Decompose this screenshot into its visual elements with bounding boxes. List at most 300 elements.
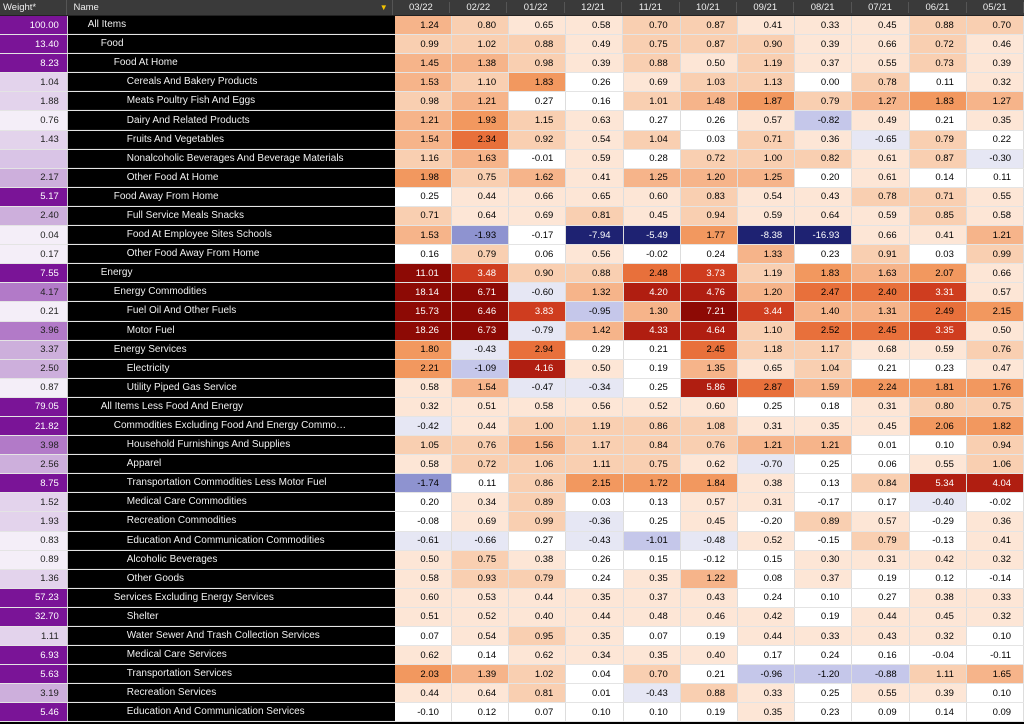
- month-header[interactable]: 11/21: [622, 2, 679, 13]
- value-cell: 0.93: [452, 570, 509, 588]
- value-cell: 0.65: [738, 360, 795, 378]
- value-cell: 0.51: [395, 608, 452, 626]
- value-cell: 0.11: [910, 73, 967, 91]
- table-body: [0, 16, 1024, 722]
- value-cell: 0.87: [681, 16, 738, 34]
- table-row[interactable]: [0, 379, 1024, 398]
- weight-cell: 2.17: [0, 169, 68, 187]
- value-cell: 0.58: [509, 398, 566, 416]
- category-name: Energy Commodities: [68, 283, 395, 301]
- value-cell: -0.13: [910, 532, 967, 550]
- weight-column-header[interactable]: Weight*: [0, 0, 67, 15]
- weight-cell: 0.21: [0, 302, 68, 320]
- value-cell: 0.40: [509, 608, 566, 626]
- value-cell: 0.90: [738, 35, 795, 53]
- value-cell: -0.82: [795, 111, 852, 129]
- value-cell: 3.35: [910, 322, 967, 340]
- value-cell: 1.21: [967, 226, 1024, 244]
- category-name: Recreation Commodities: [68, 512, 395, 530]
- value-cell: -0.43: [566, 532, 623, 550]
- value-cell: 0.55: [852, 684, 909, 702]
- category-name: Other Food At Home: [68, 169, 395, 187]
- value-cell: -0.40: [910, 493, 967, 511]
- value-cell: 1.38: [452, 54, 509, 72]
- category-name: Transportation Commodities Less Motor Fuel: [68, 474, 395, 492]
- value-cell: 0.88: [624, 54, 681, 72]
- value-cell: 0.39: [910, 684, 967, 702]
- value-cell: 1.84: [681, 474, 738, 492]
- value-cell: -0.04: [910, 646, 967, 664]
- table-row[interactable]: [0, 703, 1024, 722]
- value-cell: -1.74: [395, 474, 452, 492]
- value-cell: 0.34: [566, 646, 623, 664]
- table-row[interactable]: [0, 150, 1024, 169]
- weight-cell: 7.55: [0, 264, 68, 282]
- table-row[interactable]: [0, 73, 1024, 92]
- value-cell: 0.08: [738, 570, 795, 588]
- value-cell: -0.30: [967, 150, 1024, 168]
- value-cell: 0.24: [738, 589, 795, 607]
- value-cell: 0.18: [795, 398, 852, 416]
- table-row[interactable]: [0, 665, 1024, 684]
- value-cell: 1.81: [910, 379, 967, 397]
- value-cell: 0.26: [681, 111, 738, 129]
- value-cell: 0.99: [395, 35, 452, 53]
- value-cell: 4.33: [624, 322, 681, 340]
- value-cell: 0.37: [795, 54, 852, 72]
- table-row[interactable]: [0, 570, 1024, 589]
- value-cell: 0.03: [910, 245, 967, 263]
- value-cell: 1.11: [910, 665, 967, 683]
- table-row[interactable]: [0, 302, 1024, 321]
- table-row[interactable]: [0, 493, 1024, 512]
- value-cell: 0.57: [852, 512, 909, 530]
- table-row[interactable]: [0, 608, 1024, 627]
- table-row[interactable]: [0, 283, 1024, 302]
- table-row[interactable]: [0, 684, 1024, 703]
- category-name: Medical Care Commodities: [68, 493, 395, 511]
- value-cell: 1.19: [566, 417, 623, 435]
- value-cell: 0.35: [624, 646, 681, 664]
- table-row[interactable]: [0, 35, 1024, 54]
- value-cell: 0.31: [738, 417, 795, 435]
- value-cell: 0.35: [795, 417, 852, 435]
- category-name: Education And Communication Services: [68, 703, 395, 721]
- value-cell: 0.75: [967, 398, 1024, 416]
- value-cell: 0.23: [795, 245, 852, 263]
- value-cell: 0.07: [395, 627, 452, 645]
- weight-cell: 0.04: [0, 226, 68, 244]
- value-cell: 2.48: [623, 264, 680, 282]
- value-cell: 0.50: [681, 54, 738, 72]
- value-cell: 0.75: [624, 455, 681, 473]
- value-cell: 1.65: [967, 665, 1024, 683]
- value-cell: 0.81: [566, 207, 623, 225]
- value-cell: 0.59: [566, 150, 623, 168]
- value-cell: 1.98: [395, 169, 452, 187]
- value-cell: 0.19: [852, 570, 909, 588]
- value-cell: 1.63: [852, 264, 909, 282]
- value-cell: 0.55: [852, 54, 909, 72]
- value-cell: 0.36: [967, 512, 1024, 530]
- weight-cell: 21.82: [0, 417, 68, 435]
- weight-cell: 1.43: [0, 131, 68, 149]
- value-cell: 0.73: [910, 54, 967, 72]
- category-name: Medical Care Services: [68, 646, 395, 664]
- category-name: Food At Home: [68, 54, 395, 72]
- value-cell: 0.79: [852, 532, 909, 550]
- value-cell: -0.36: [566, 512, 623, 530]
- category-name: Household Furnishings And Supplies: [68, 436, 395, 454]
- value-cell: 0.80: [910, 398, 967, 416]
- month-headers: [393, 0, 1024, 15]
- value-cell: 0.72: [681, 150, 738, 168]
- value-cell: 0.00: [795, 73, 852, 91]
- value-cell: 0.37: [795, 570, 852, 588]
- value-cell: 0.59: [910, 341, 967, 359]
- value-cell: 6.46: [452, 302, 509, 320]
- table-row[interactable]: [0, 16, 1024, 35]
- month-header[interactable]: 01/22: [507, 2, 564, 13]
- value-cell: 7.21: [681, 302, 738, 320]
- category-name: Energy: [68, 264, 395, 282]
- value-cell: 0.42: [738, 608, 795, 626]
- value-cell: 0.44: [452, 417, 509, 435]
- filter-icon[interactable]: ▼: [379, 3, 388, 12]
- value-cell: 1.77: [681, 226, 738, 244]
- value-cell: 0.52: [623, 398, 680, 416]
- value-cell: 1.08: [681, 417, 738, 435]
- value-cell: 0.42: [910, 551, 967, 569]
- table-row[interactable]: [0, 512, 1024, 531]
- value-cell: 0.25: [624, 512, 681, 530]
- value-cell: 1.56: [509, 436, 566, 454]
- value-cell: 1.21: [738, 436, 795, 454]
- value-cell: 0.98: [509, 54, 566, 72]
- weight-cell: 2.56: [0, 455, 68, 473]
- weight-cell: 0.76: [0, 111, 68, 129]
- value-cell: -7.94: [566, 226, 623, 244]
- value-cell: 0.72: [910, 35, 967, 53]
- table-row[interactable]: [0, 207, 1024, 226]
- value-cell: 0.59: [852, 207, 909, 225]
- value-cell: 0.25: [624, 379, 681, 397]
- weight-cell: 8.75: [0, 474, 68, 492]
- value-cell: 1.63: [452, 150, 509, 168]
- value-cell: -0.02: [967, 493, 1024, 511]
- value-cell: 0.14: [910, 703, 967, 721]
- category-name: Food At Employee Sites Schools: [68, 226, 395, 244]
- value-cell: 1.05: [395, 436, 452, 454]
- value-cell: 0.66: [509, 188, 566, 206]
- table-row[interactable]: [0, 131, 1024, 150]
- value-cell: 1.02: [452, 35, 509, 53]
- value-cell: 0.70: [967, 16, 1024, 34]
- value-cell: 1.83: [795, 264, 852, 282]
- value-cell: 1.35: [681, 360, 738, 378]
- table-row[interactable]: [0, 188, 1024, 207]
- value-cell: 0.32: [395, 398, 452, 416]
- month-header[interactable]: 05/21: [967, 2, 1024, 13]
- value-cell: 0.35: [738, 703, 795, 721]
- value-cell: -0.95: [566, 302, 623, 320]
- value-cell: 0.09: [852, 703, 909, 721]
- value-cell: 1.83: [509, 73, 566, 91]
- table-row[interactable]: [0, 341, 1024, 360]
- month-header[interactable]: 12/21: [565, 2, 622, 13]
- value-cell: 0.76: [452, 436, 509, 454]
- value-cell: 1.39: [452, 665, 509, 683]
- value-cell: 0.03: [566, 493, 623, 511]
- value-cell: 0.65: [509, 16, 566, 34]
- value-cell: 0.07: [624, 627, 681, 645]
- month-header[interactable]: 10/21: [680, 2, 737, 13]
- name-column-header[interactable]: [67, 0, 392, 15]
- value-cell: 0.10: [967, 684, 1024, 702]
- value-cell: 0.71: [910, 188, 967, 206]
- table-row[interactable]: [0, 589, 1024, 608]
- value-cell: 4.64: [681, 322, 738, 340]
- value-cell: 0.45: [852, 16, 909, 34]
- table-row[interactable]: [0, 92, 1024, 111]
- table-row[interactable]: [0, 360, 1024, 379]
- value-cell: 0.39: [566, 54, 623, 72]
- value-cell: 0.27: [624, 111, 681, 129]
- month-header[interactable]: 02/22: [450, 2, 507, 13]
- value-cell: 0.38: [910, 589, 967, 607]
- month-header[interactable]: 07/21: [852, 2, 909, 13]
- value-cell: 1.83: [910, 92, 967, 110]
- value-cell: 2.21: [395, 360, 452, 378]
- value-cell: 0.32: [967, 608, 1024, 626]
- value-cell: -0.66: [452, 532, 509, 550]
- value-cell: 4.76: [681, 283, 738, 301]
- value-cell: 0.45: [910, 608, 967, 626]
- value-cell: 0.55: [967, 188, 1024, 206]
- value-cell: 0.92: [509, 131, 566, 149]
- value-cell: 5.86: [681, 379, 738, 397]
- value-cell: 0.75: [623, 35, 680, 53]
- value-cell: 0.19: [681, 703, 738, 721]
- value-cell: 3.73: [681, 264, 738, 282]
- value-cell: 0.06: [509, 245, 566, 263]
- value-cell: 0.35: [624, 570, 681, 588]
- value-cell: 1.03: [681, 73, 738, 91]
- value-cell: -16.93: [795, 226, 852, 244]
- table-row[interactable]: [0, 111, 1024, 130]
- category-name: All Items Less Food And Energy: [68, 398, 395, 416]
- value-cell: 0.66: [852, 226, 909, 244]
- value-cell: -0.14: [967, 570, 1024, 588]
- value-cell: 0.89: [795, 512, 852, 530]
- value-cell: 1.30: [624, 302, 681, 320]
- value-cell: 0.91: [852, 245, 909, 263]
- table-row[interactable]: [0, 474, 1024, 493]
- category-name: All Items: [68, 16, 395, 34]
- category-name: Shelter: [68, 608, 395, 626]
- value-cell: 0.27: [852, 589, 909, 607]
- table-row[interactable]: [0, 264, 1024, 283]
- value-cell: 0.07: [509, 703, 566, 721]
- value-cell: 0.84: [624, 436, 681, 454]
- category-name: Alcoholic Beverages: [68, 551, 395, 569]
- value-cell: -0.34: [566, 379, 623, 397]
- weight-cell: 0.83: [0, 532, 68, 550]
- value-cell: 0.25: [795, 455, 852, 473]
- table-row[interactable]: [0, 398, 1024, 417]
- value-cell: 0.41: [967, 532, 1024, 550]
- value-cell: -5.49: [624, 226, 681, 244]
- weight-cell: 0.87: [0, 379, 68, 397]
- month-header[interactable]: 03/22: [393, 2, 450, 13]
- value-cell: 0.65: [566, 188, 623, 206]
- month-header[interactable]: 06/21: [909, 2, 966, 13]
- value-cell: -0.20: [738, 512, 795, 530]
- value-cell: 0.21: [852, 360, 909, 378]
- value-cell: 0.26: [566, 73, 623, 91]
- value-cell: 18.14: [395, 283, 452, 301]
- value-cell: 0.16: [566, 92, 623, 110]
- value-cell: 0.41: [566, 169, 623, 187]
- table-row[interactable]: [0, 436, 1024, 455]
- value-cell: 0.15: [624, 551, 681, 569]
- table-row[interactable]: [0, 226, 1024, 245]
- value-cell: 0.99: [967, 245, 1024, 263]
- value-cell: 0.43: [852, 627, 909, 645]
- value-cell: 0.68: [852, 341, 909, 359]
- value-cell: 0.52: [738, 532, 795, 550]
- value-cell: 0.30: [795, 551, 852, 569]
- weight-cell: 5.46: [0, 703, 68, 721]
- value-cell: -0.12: [681, 551, 738, 569]
- value-cell: 0.33: [795, 16, 852, 34]
- category-name: Commodities Excluding Food And Energy Commo…: [68, 417, 395, 435]
- value-cell: -8.38: [738, 226, 795, 244]
- value-cell: 0.54: [566, 131, 623, 149]
- value-cell: 1.53: [395, 226, 452, 244]
- value-cell: 1.20: [681, 169, 738, 187]
- value-cell: -0.01: [509, 150, 566, 168]
- value-cell: 2.94: [509, 341, 566, 359]
- value-cell: 0.10: [566, 703, 623, 721]
- value-cell: 0.36: [795, 131, 852, 149]
- table-row[interactable]: [0, 646, 1024, 665]
- name-header-label: Name: [73, 2, 99, 13]
- table-row[interactable]: [0, 169, 1024, 188]
- value-cell: 0.45: [681, 512, 738, 530]
- value-cell: 0.61: [852, 150, 909, 168]
- table-row[interactable]: [0, 627, 1024, 646]
- value-cell: 1.15: [509, 111, 566, 129]
- value-cell: 0.09: [967, 703, 1024, 721]
- value-cell: 0.79: [509, 570, 566, 588]
- month-header[interactable]: 09/21: [737, 2, 794, 13]
- value-cell: 0.25: [795, 684, 852, 702]
- value-cell: 0.63: [566, 111, 623, 129]
- value-cell: -1.09: [452, 360, 509, 378]
- value-cell: -0.11: [967, 646, 1024, 664]
- value-cell: 1.13: [738, 73, 795, 91]
- value-cell: 6.71: [452, 283, 509, 301]
- value-cell: 0.58: [967, 207, 1024, 225]
- weight-cell: 1.36: [0, 570, 68, 588]
- value-cell: 0.99: [509, 512, 566, 530]
- category-name: Other Goods: [68, 570, 395, 588]
- value-cell: 0.80: [452, 16, 509, 34]
- value-cell: 0.62: [395, 646, 452, 664]
- category-name: Apparel: [68, 455, 395, 473]
- category-name: Recreation Services: [68, 684, 395, 702]
- value-cell: 0.89: [509, 493, 566, 511]
- table-row[interactable]: [0, 532, 1024, 551]
- category-name: Fuel Oil And Other Fuels: [68, 302, 395, 320]
- value-cell: 2.87: [738, 379, 795, 397]
- value-cell: 0.85: [910, 207, 967, 225]
- value-cell: 2.15: [967, 302, 1024, 320]
- value-cell: 0.24: [681, 245, 738, 263]
- value-cell: 1.93: [452, 111, 509, 129]
- table-row[interactable]: [0, 455, 1024, 474]
- table-row[interactable]: [0, 551, 1024, 570]
- value-cell: 0.13: [795, 474, 852, 492]
- table-row[interactable]: [0, 417, 1024, 436]
- value-cell: 1.62: [509, 169, 566, 187]
- value-cell: 1.54: [395, 131, 452, 149]
- value-cell: 1.87: [738, 92, 795, 110]
- value-cell: 0.26: [566, 551, 623, 569]
- value-cell: 0.37: [624, 589, 681, 607]
- value-cell: 1.27: [852, 92, 909, 110]
- value-cell: 1.11: [566, 455, 623, 473]
- value-cell: 0.27: [509, 532, 566, 550]
- value-cell: 0.49: [566, 35, 623, 53]
- value-cell: -0.88: [852, 665, 909, 683]
- value-cell: 0.76: [681, 436, 738, 454]
- category-name: Dairy And Related Products: [68, 111, 395, 129]
- value-cell: 0.25: [395, 188, 452, 206]
- weight-cell: 4.17: [0, 283, 68, 301]
- value-cell: 0.60: [681, 398, 738, 416]
- value-cell: 0.98: [395, 92, 452, 110]
- value-cell: 0.45: [852, 417, 909, 435]
- category-name: Transportation Services: [68, 665, 395, 683]
- month-header[interactable]: 08/21: [794, 2, 851, 13]
- value-cell: 0.21: [681, 665, 738, 683]
- value-cell: 4.20: [624, 283, 681, 301]
- category-name: Meats Poultry Fish And Eggs: [68, 92, 395, 110]
- weight-cell: 13.40: [0, 35, 68, 53]
- value-cell: 0.56: [566, 398, 623, 416]
- value-cell: 0.52: [452, 608, 509, 626]
- value-cell: 0.10: [795, 589, 852, 607]
- value-cell: 0.58: [566, 16, 623, 34]
- value-cell: 0.71: [395, 207, 452, 225]
- value-cell: -0.10: [395, 703, 452, 721]
- value-cell: 0.23: [795, 703, 852, 721]
- table-row[interactable]: [0, 322, 1024, 341]
- value-cell: 0.35: [566, 589, 623, 607]
- value-cell: 1.40: [795, 302, 852, 320]
- value-cell: 0.88: [566, 264, 623, 282]
- value-cell: 11.01: [395, 264, 452, 282]
- value-cell: 0.06: [852, 455, 909, 473]
- value-cell: 0.10: [910, 436, 967, 454]
- value-cell: 0.82: [795, 150, 852, 168]
- table-row[interactable]: [0, 54, 1024, 73]
- table-row[interactable]: [0, 245, 1024, 264]
- value-cell: -1.01: [624, 532, 681, 550]
- value-cell: 0.11: [452, 474, 509, 492]
